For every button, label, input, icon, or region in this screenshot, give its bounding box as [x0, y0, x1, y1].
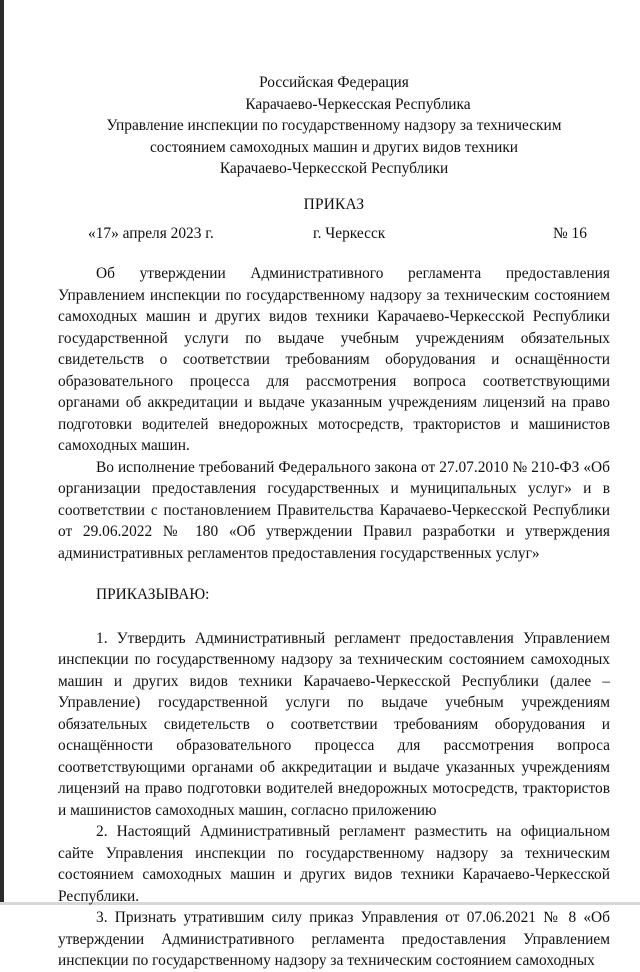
document-meta — [58, 223, 610, 245]
header-agency-line-1: Управление инспекции по государственному надзору за техническим — [106, 117, 562, 134]
order-item-3: 3. Признать утратившим силу приказ Управления от 07.06.2021 № 8 «Об утверждении Административного регламента предоставления Управлением инспекции по государственному надзору за техническим состоянием самоходных — [58, 909, 610, 969]
header-republic: Карачаево-Черкесская Республика — [245, 95, 471, 113]
order-number: № 16 — [553, 225, 587, 242]
order-subject: Об утверждении Административного регламента предоставления Управлением инспекции по государственному надзору за техническим состоянием самоходных машин и других видов техники Карачаево-Черкесской Республики государственной услуги по выдаче учебным учреждениям обязательных свидетельств о соответствии требованиям оборудования и оснащённости образовательного процесса для рассмотрения вопроса соответствующими органами об аккредитации и выдаче указанным учреждениям лицензий на право подготовки водителей внедорожных мотосредств, трактористов и машинистов самоходных машин. — [58, 265, 610, 454]
document-title: ПРИКАЗ — [303, 195, 365, 213]
header-agency-line-2: состоянием самоходных машин и других видов техники — [149, 138, 519, 156]
order-basis: Во исполнение требований Федерального закона от 27.07.2010 № 210-ФЗ «Об организации предоставления государственных и муниципальных услуг» и в соответствии с постановлением Правительства Карачаево-Черкесской Республики от 29.06.2022 № 180 «Об утверждении Правил разработки и утверждения административных регламентов предоставления государственных услуг» — [58, 458, 610, 562]
order-item-1: 1. Утвердить Административный регламент предоставления Управлением инспекции по государственному надзору за техническим состоянием самоходных машин и других видов техники Карачаево-Черкесской Республики (далее – Управление) государственной услуги по выдаче учебным учреждениям обязательных свидетельств о соответствии требованиям оборудования и оснащённости образовательного процесса для рассмотрения вопроса соответствующими органами об аккредитации и выдаче указанных учреждениям лицензий на право подготовки водителей внедорожных мотосредств, трактористов и машинистов самоходных машин, согласно приложению — [58, 629, 610, 819]
order-directive-word: ПРИКАЗЫВАЮ: — [96, 586, 210, 603]
order-city: г. Черкесск — [313, 225, 386, 242]
page-left-edge — [0, 0, 4, 905]
order-item-2: 2. Настоящий Административный регламент разместить на официальном сайте Управления инспекции по государственному надзору за техническим состоянием самоходных машин и других видов техники Карачаево-Черкесской Республики. — [58, 823, 610, 905]
document-page — [58, 72, 610, 972]
header-country: Российская Федерация — [259, 74, 409, 91]
document-header — [58, 72, 610, 180]
order-date: «17» апреля 2023 г. — [88, 225, 214, 242]
header-agency-line-3: Карачаево-Черкесской Республики — [219, 160, 449, 177]
